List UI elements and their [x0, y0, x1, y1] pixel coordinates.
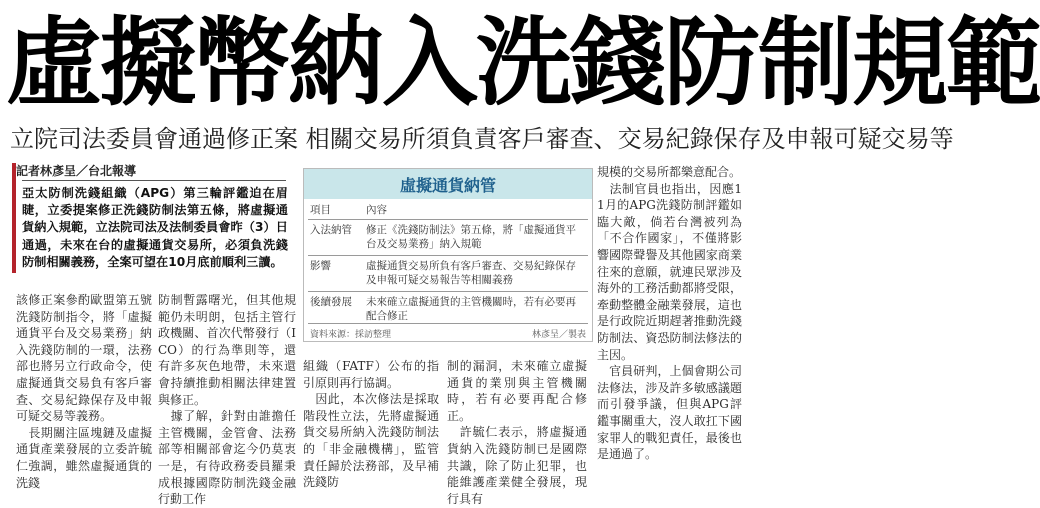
table-source: 資料來源：採訪整理: [310, 330, 392, 340]
article-column-3: 組織（FATF）公布的指引原則再行協調。 因此，本次修法是採取階段性立法，先將虛擬通貨交易所納入洗錢防制法的「非金融機構」，監管責任歸於法務部，及早補洗錢防: [303, 359, 439, 490]
info-table: [303, 168, 593, 342]
table-divider: [308, 291, 588, 292]
article-column-1: 該修正案參酌歐盟第五號洗錢防制指令，將「虛擬通貨平台及交易業務」納入洗錢防制的一環，法務部也將另立行政命令，使虛擬通貨交易負有客戶審查、交易紀錄保存及申報可疑交易等義務。 長期關注區塊鏈及虛擬通貨產業發展的立委許毓仁強調，雖然虛擬通貨的洗錢: [16, 293, 152, 490]
article-column-2: 防制暫露曙光，但其他規範仍未明朗，包括主管行政機關、首次代幣發行（ICO）的行為準則等，還有許多灰色地帶，未來還會持續推動相關法律建置與修正。 據了解，針對由誰擔任主管機關，金管會、法務部等相關部會迄今仍莫衷一是，有待政務委員羅秉成根據國際防制洗錢金融行動工作: [158, 293, 296, 507]
info-table-title-bar: [304, 169, 592, 199]
subheadline: 立院司法委員會通過修正案 相關交易所須負責客戶審查、交易紀錄保存及申報可疑交易等: [10, 125, 954, 153]
table-header-content: 內容: [366, 204, 387, 216]
table-header-item: 項目: [310, 204, 331, 216]
table-row-key: 入法納管: [310, 224, 352, 236]
info-table-title: 虛擬通貨納管: [399, 176, 496, 195]
table-row-value: 未來確立虛擬通貨的主管機關時，若有必要再配合修正: [366, 296, 576, 322]
table-row-value: 虛擬通貨交易所負有客戶審查、交易紀錄保存及申報可疑交易報告等相關義務: [366, 260, 576, 286]
headline: 虛擬幣納入洗錢防制規範: [6, 7, 1040, 119]
table-divider: [308, 219, 588, 220]
table-credit: 林彥呈／製表: [531, 330, 586, 340]
byline: 記者林彥呈／台北報導: [16, 164, 137, 178]
table-row-value: 修正《洗錢防制法》第五條，將「虛擬通貨平台及交易業務」納入規範: [366, 224, 576, 250]
table-row-key: 影響: [310, 260, 331, 272]
table-divider: [308, 255, 588, 256]
article-column-4: 制的漏洞，未來確立虛擬通貨的業別與主管機關時，若有必要再配合修正。 許毓仁表示，將虛擬通貨納入洗錢防制已是國際共識，除了防止犯罪，也能維護產業健全發展，現行具有: [447, 359, 587, 506]
lead-accent-bar: [12, 163, 16, 273]
table-row-key: 後續發展: [310, 296, 352, 308]
byline-rule: [22, 180, 286, 181]
article-column-5: 規模的交易所都樂意配合。 法制官員也指出，因應11月的APG洗錢防制評鑑如臨大敵，倘若台灣被列為「不合作國家」，不僅將影響國際聲譽及其他國家商業往來的意願，就連民眾涉及海外的工務活動都將受限，牽動整體金融業發展，這也是行政院近期趕著推動洗錢防制法、資恐防制法修法的主因。 官員研判，上個會期公司法修法，涉及許多敏感議題而引發爭議，但與APG評鑑事關重大，沒人敢扛下國家罪人的戰犯責任，最後也是通過了。: [597, 165, 742, 462]
table-divider: [308, 323, 588, 324]
lead-paragraph: 亞太防制洗錢組織（APG）第三輪評鑑迫在眉睫，立委提案修正洗錢防制法第五條，將虛擬通貨納入規範，立法院司法及法制委員會昨（3）日通過，未來在台的虛擬通貨交易所，必須負洗錢防制相關義務，全案可望在10月底前順利三讀。: [22, 186, 288, 269]
